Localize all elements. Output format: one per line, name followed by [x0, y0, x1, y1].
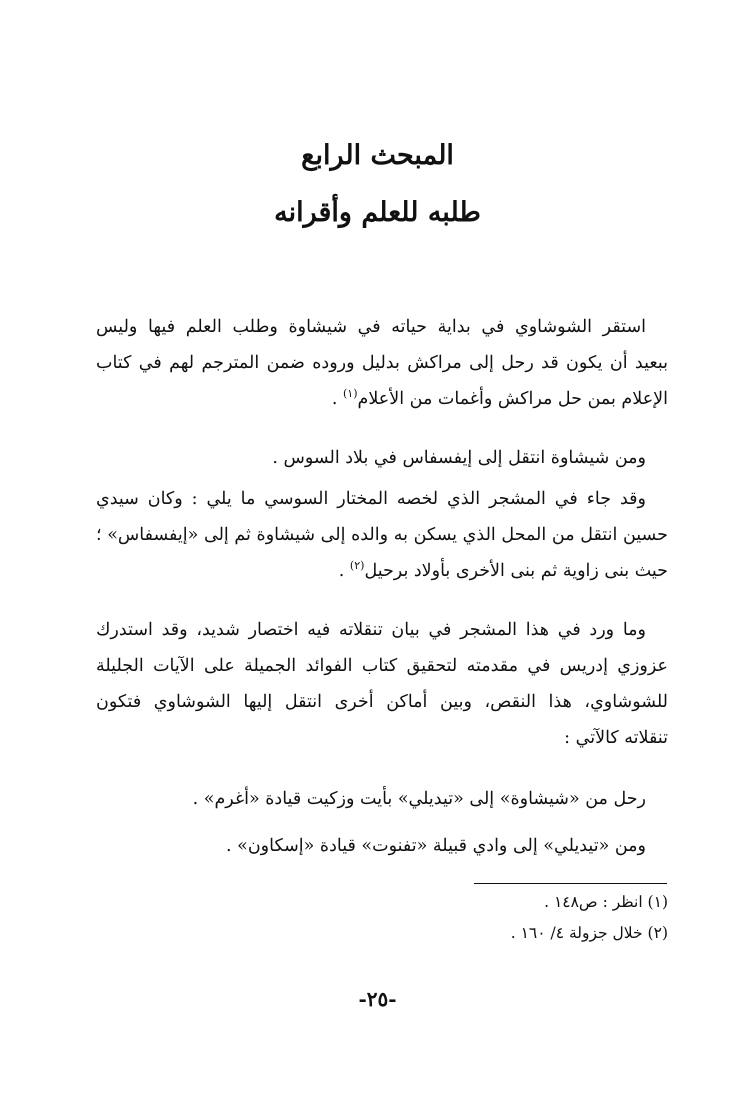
- text-line: [96, 553, 668, 589]
- text-line: رحل من «شيشاوة» إلى «تيديلي» بأيت وزكيت قيادة «أغرم» .: [192, 789, 646, 809]
- paragraph-2: [96, 440, 668, 476]
- sentence-end: .: [331, 389, 343, 409]
- text-line: [96, 381, 668, 417]
- footnote-ref: (١): [342, 387, 358, 401]
- paragraph-4: [96, 612, 668, 756]
- section-subtitle: طلبه للعلم وأقرانه: [274, 197, 481, 228]
- paragraph-3: [96, 481, 668, 589]
- footnote-ref: (٢): [349, 559, 365, 573]
- text-line: ببعيد أن يكون قد رحل إلى مراكش بدليل وروده ضمن المترجم لهم في كتاب: [96, 353, 668, 373]
- text-line: للشوشاوي، هذا النقص، وبين أماكن أخرى انتقل إليها الشوشاوي فتكون: [96, 692, 668, 712]
- text-line: تنقلاته كالآتي :: [564, 728, 668, 748]
- text-line: عزوزي إدريس في مقدمته لتحقيق كتاب الفوائد الجميلة على الآيات الجليلة: [96, 656, 668, 676]
- page-number: -٢٥-: [358, 987, 397, 1011]
- text-line-content: حيث بنى زاوية ثم بنى الأخرى بأولاد برحيل: [364, 561, 668, 581]
- text-line: ومن «تيديلي» إلى وادي قبيلة «تفنوت» قيادة «إسكاون» .: [225, 836, 646, 856]
- text-line: حسين انتقل من المحل الذي يسكن به والده إلى شيشاوة ثم إلى «إيفسفاس» ؛: [96, 525, 668, 545]
- text-line-content: الإعلام بمن حل مراكش وأغمات من الأعلام: [357, 389, 668, 409]
- footnote-2: (٢) خلال جزولة ٤/ ١٦٠ .: [510, 924, 668, 942]
- paragraph-5: [96, 781, 668, 817]
- text-line: وقد جاء في المشجر الذي لخصه المختار السوسي ما يلي : وكان سيدي: [96, 489, 646, 509]
- text-line: ومن شيشاوة انتقل إلى إيفسفاس في بلاد السوس .: [272, 448, 646, 468]
- text-line: استقر الشوشاوي في بداية حياته في شيشاوة وطلب العلم فيها وليس: [96, 317, 646, 337]
- footnote-divider: [474, 883, 667, 884]
- footnote-1: (١) انظر : ص١٤٨ .: [544, 893, 668, 911]
- paragraph-6: [96, 828, 668, 864]
- section-title: المبحث الرابع: [301, 140, 454, 171]
- sentence-end: .: [338, 561, 350, 581]
- paragraph-1: [96, 309, 668, 417]
- text-line: وما ورد في هذا المشجر في بيان تنقلاته فيه اختصار شديد، وقد استدرك: [96, 620, 646, 640]
